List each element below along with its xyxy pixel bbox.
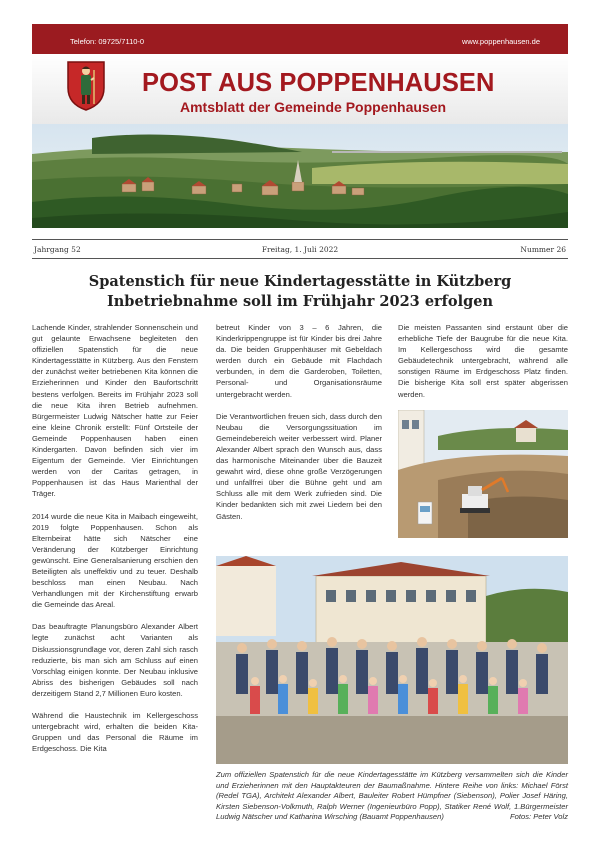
paragraph: 2014 wurde die neue Kita in Maibach eingeweiht, 2019 folgte Poppenhausen. Schon als Elternbeirat hätte sich Nätscher eine Veränderung der Kützberger Einrichtung gewünscht. Eine Generalsanierung erschien den Beteiligten als uneffektiv und zu teuer. Deshalb beschloss man einen Neubau. Nach Verhandlungen mit der Kirchenstiftung erwarb die Gemeinde das Areal.	[32, 511, 198, 610]
top-bar	[32, 24, 568, 54]
article-headline	[32, 272, 568, 312]
village-landscape-photo	[32, 124, 568, 228]
headline-line-1: Spatenstich für neue Kindertagesstätte in Kützberg	[88, 273, 512, 290]
website-link[interactable]: www.poppenhausen.de	[462, 37, 540, 46]
issue-date: Freitag, 1. Juli 2022	[261, 245, 339, 254]
issue-volume: Jahrgang 52	[34, 245, 81, 254]
photo-caption	[216, 770, 568, 823]
group-photo	[216, 556, 568, 764]
coat-of-arms-icon	[66, 60, 106, 112]
issue-number: Nummer 26	[520, 245, 566, 254]
paragraph: Das beauftragte Planungsbüro Alexander Albert legte zunächst acht Varianten als Diskussionsgrundlage vor, deren Zahl sich rasch reduzierte, bis man sich am Schluss auf einen Vorschlag einigen konnte. Der Neubau inklusive Abriss des bisherigen Gebäudes soll nach derzeitigem Stand 2,7 Millionen Euro kosten.	[32, 622, 198, 698]
issue-info-bar	[32, 239, 568, 259]
newspaper-title: POST AUS POPPENHAUSEN	[142, 69, 495, 97]
paragraph: Während die Haustechnik im Kellergeschoss untergebracht wird, erhalten die beiden Kita-Gruppen und das Personal die Räume im Erdgeschoss. Die Kita	[32, 711, 198, 754]
article-column-3	[398, 322, 568, 411]
construction-site-photo	[398, 410, 568, 538]
paragraph: betreut Kinder von 3 – 6 Jahren, die Kinderkrippengruppe ist für Kinder bis drei Jahre da. Die beiden Gruppenhäuser mit Gebeldach werden durch ein Gebäude mit Flachdach verbunden, in dem die Garderoben, Toiletten, Personal- und Organisationsräume untergebracht werden.	[216, 323, 382, 399]
paragraph: Die Verantwortlichen freuen sich, dass durch den Neubau die Versorgungssituation im Gemeindebereich weiter verbessert wird. Planer Alexander Albert sprach den Wunsch aus, dass das harmonische Miteinander über die Bauzeit gewahrt wird, diese ohne große Verzögerungen und unfallfrei über die Bühne geht und am Schluss alle mit dem Werk zufrieden sind. Die Kinder bedankten sich mit zwei Liedern bei den Gästen.	[216, 411, 382, 521]
headline-line-2: Inbetriebnahme soll im Frühjahr 2023 erfolgen	[106, 293, 494, 310]
paragraph: Die meisten Passanten sind erstaunt über die erhebliche Tiefe der Baugrube für die neue Kita. Im Kellergeschoss wird die gesamte Gebäudetechnik untergebracht, während alle sonstigen Räume im Erdgeschoss Platz finden. Die bisherige Kita soll erst später abgerissen werden.	[398, 323, 568, 399]
paragraph: Lachende Kinder, strahlender Sonnenschein und gut gelaunte Erwachsene begleiteten den offiziellen Spatenstich für die neue Kindertagesstätte in Kützberg. Aus den Fenstern der zunächst weiter betriebenen Kita können die Erzieherinnen und Kinder den Baufortschritt bestens verfolgen. Bereits im Frühjahr 2023 soll die neue Kita ihren Betrieb aufnehmen. Bürgermeister Ludwig Nätscher hatte zur Feier eine kleine Chronik erstellt: Fünf Ortsteile der Gemeinde Poppenhausen haben einen Kindergarten. Davon befinden sich vier im Eigentum der Gemeinde. Vier Einrichtungen werden von der Caritas getragen, in Poppenhausen ist das Haus Marienthal der Träger.	[32, 323, 198, 499]
masthead	[32, 54, 568, 124]
caption-text: Zum offiziellen Spatenstich für die neue Kindertagesstätte im Kützberg versammelten sich die Kinder und Erzieherinnen mit den Hauptakteuren der Baumaßnahme. Hintere Reihe von links: Michael Först (Redel TGA), Architekt Alexander Albert, Bauleiter Robert Hümpfner (Siebenson), Polier Josef Häring, Kirsten Siebenson-Volkmuth, Ralph Werner (Ingenieurbüro Popp), Statiker René Wolf, 1.Bürgermeister Ludwig Nätscher und Katharina Wirsching (Bauamt Poppenhausen)	[216, 770, 568, 822]
article-column-2	[216, 322, 382, 533]
newspaper-subtitle: Amtsblatt der Gemeinde Poppenhausen	[180, 99, 447, 115]
phone-number: Telefon: 09725/7110-0	[70, 37, 145, 46]
photo-credit: Fotos: Peter Volz	[510, 812, 568, 822]
article-column-1	[32, 322, 198, 842]
